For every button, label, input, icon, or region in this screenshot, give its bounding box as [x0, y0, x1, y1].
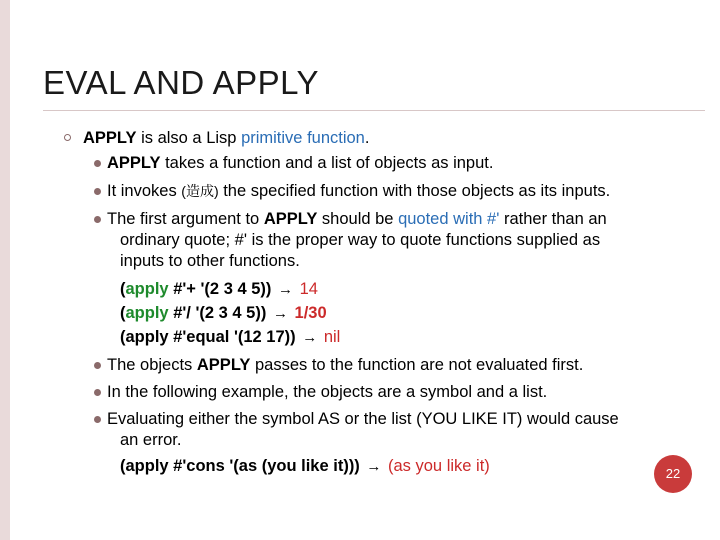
dot-bullet-icon: [94, 160, 101, 167]
dot-bullet-icon: [94, 188, 101, 195]
arrow-right-icon: →: [272, 305, 288, 322]
arrow-right-icon: →: [302, 329, 318, 346]
bullet-text: rather than an: [499, 210, 607, 228]
code-example-4: [120, 456, 490, 477]
cjk-annotation: (造成): [181, 183, 219, 199]
bullet-continuation: inputs to other functions.: [120, 252, 300, 270]
result-text: nil: [323, 328, 341, 346]
bullet-text: should be: [317, 210, 399, 228]
code-text: (: [120, 280, 126, 298]
slide-left-border: [0, 0, 10, 540]
bullet-level1: [64, 128, 369, 149]
bullet-continuation: an error.: [120, 431, 182, 449]
keyword-apply: APPLY: [196, 356, 251, 374]
arrow-right-icon: →: [277, 281, 293, 298]
keyword-apply: APPLY: [263, 210, 318, 228]
dot-bullet-icon: [94, 216, 101, 223]
dot-bullet-icon: [94, 389, 101, 396]
keyword-apply: APPLY: [83, 129, 137, 147]
bullet-level2: [94, 153, 493, 174]
dot-bullet-icon: [94, 362, 101, 369]
code-text: #'+ '(2 3 4 5)): [168, 280, 272, 298]
code-example-3: [120, 327, 340, 348]
keyword-apply: APPLY: [107, 154, 161, 172]
bullet-text: Evaluating either the symbol AS or the list (YOU LIKE IT) would cause: [107, 410, 619, 428]
bullet-text: takes a function and a list of objects as input.: [160, 154, 494, 172]
bullet-level2: [94, 409, 619, 430]
bullet-text: In the following example, the objects are a symbol and a list.: [107, 383, 548, 401]
bullet-level2: [94, 355, 583, 376]
code-example-2: [120, 303, 327, 324]
code-text: (apply #'cons '(as (you like it))): [120, 457, 360, 475]
bullet-text: the specified function with those objects as its inputs.: [218, 182, 611, 200]
bullet-level2: [94, 209, 607, 230]
quoted-with-link: quoted with #': [398, 210, 500, 228]
slide: [12, 0, 720, 540]
bullet-level2: [94, 181, 610, 202]
primitive-function-link: primitive function: [241, 129, 365, 147]
slide-title: EVAL AND APPLY: [43, 64, 320, 101]
result-text: 1/30: [294, 304, 327, 322]
result-text: 14: [299, 280, 318, 298]
code-example-1: [120, 279, 318, 300]
bullet-text: .: [364, 129, 370, 147]
code-text: #'/ '(2 3 4 5)): [168, 304, 267, 322]
bullet-continuation: ordinary quote; #' is the proper way to quote functions supplied as: [120, 231, 601, 249]
bullet-text: The objects: [107, 356, 197, 374]
bullet-text: passes to the function are not evaluated first.: [250, 356, 584, 374]
code-text: (apply #'equal '(12 17)): [120, 328, 296, 346]
arrow-right-icon: →: [366, 458, 382, 475]
title-divider: [43, 110, 705, 111]
code-keyword: apply: [125, 304, 169, 322]
circle-bullet-icon: [64, 134, 71, 141]
bullet-text: It invokes: [107, 182, 182, 200]
bullet-text: The first argument to: [107, 210, 264, 228]
page-number-badge: 22: [654, 455, 692, 493]
bullet-text: is also a Lisp: [136, 129, 242, 147]
code-text: (: [120, 304, 126, 322]
bullet-level2: [94, 382, 547, 403]
dot-bullet-icon: [94, 416, 101, 423]
code-keyword: apply: [125, 280, 169, 298]
result-text: (as you like it): [388, 457, 490, 475]
